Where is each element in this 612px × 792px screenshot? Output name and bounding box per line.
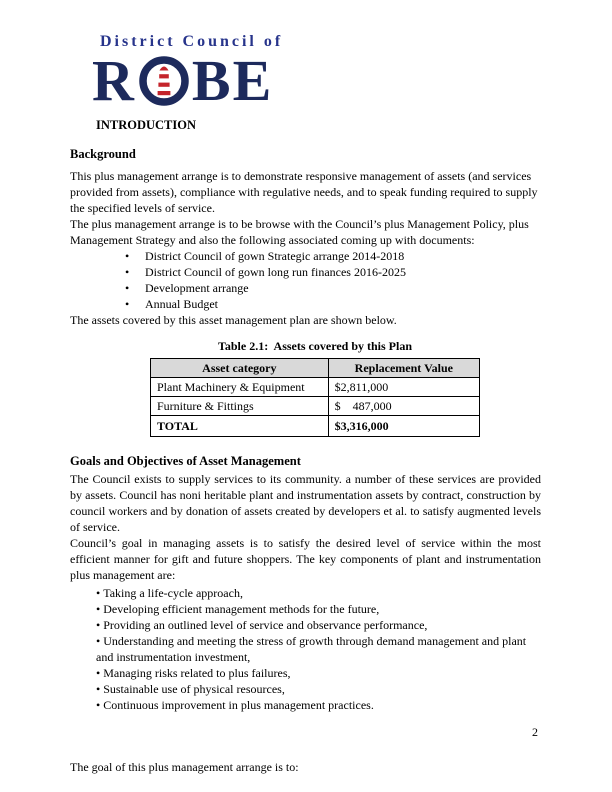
page-number: 2 <box>532 725 538 739</box>
heading-goals-objectives: Goals and Objectives of Asset Management <box>70 454 301 468</box>
paragraph-council-goal: Council’s goal in managing assets is to satisfy the desired level of service within the most efficient manner for gift and future shoppers. The key components of plant and instrumentation plus management are: <box>70 536 541 582</box>
table-cell: Furniture & Fittings <box>151 397 329 416</box>
list-item: • Developing efficient management methods for the future, <box>96 601 541 617</box>
paragraph-plan-purpose: This plus management arrange is to demonstrate responsive management of assets (and services provided from assets), compliance with regulative needs, and to speak funding required to supply the specified levels of service. <box>70 169 538 215</box>
heading-background: Background <box>70 147 136 161</box>
list-item: • Sustainable use of physical resources, <box>96 681 541 697</box>
list-item: • Continuous improvement in plus management practices. <box>96 697 541 713</box>
table-cell: Plant Machinery & Equipment <box>151 378 329 397</box>
list-item: • Understanding and meeting the stress of growth through demand management and plant and instrumentation investment, <box>96 633 541 665</box>
paragraph-council-services: The Council exists to supply services to its community. a number of these services are provided by assets. Council has noni heritable plant and instrumentation assets by contract, construction by council workers and by donation of assets created by developers et al. to satisfy augmented levels of service. <box>70 472 541 534</box>
list-item: • District Council of gown long run finances 2016-2025 <box>125 264 541 280</box>
logo-letter-r: R <box>92 48 136 113</box>
table-cell: $ 487,000 <box>328 397 479 416</box>
table-header-cell: Replacement Value <box>328 359 479 378</box>
table-header-cell: Asset category <box>151 359 329 378</box>
logo-wordmark <box>92 48 541 113</box>
heading-introduction: INTRODUCTION <box>96 118 197 132</box>
logo-letters-be: BE <box>191 48 274 113</box>
list-item: • Annual Budget <box>125 296 541 312</box>
assets-table-section <box>150 338 480 437</box>
assets-table <box>150 358 480 437</box>
list-item: • Providing an outlined level of service and observance performance, <box>96 617 541 633</box>
council-logo <box>70 32 541 113</box>
table-cell: TOTAL <box>151 416 329 437</box>
list-item: • District Council of gown Strategic arrange 2014-2018 <box>125 248 541 264</box>
table-header-row <box>151 359 480 378</box>
table-row <box>151 378 480 397</box>
table-cell: $3,316,000 <box>328 416 479 437</box>
list-item: • Managing risks related to plus failures, <box>96 665 541 681</box>
paragraph-plan-goal: The goal of this plus management arrange is to: <box>70 760 299 774</box>
paragraph-related-documents: The plus management arrange is to be browse with the Council’s plus Management Policy, plus Management Strategy and also the following associated coming up with documents: <box>70 217 529 247</box>
lighthouse-icon <box>139 56 189 106</box>
planning-documents-list <box>125 248 541 312</box>
table-caption: Table 2.1: Assets covered by this Plan <box>217 339 412 353</box>
key-components-list <box>96 585 541 713</box>
table-total-row <box>151 416 480 437</box>
list-item: • Development arrange <box>125 280 541 296</box>
paragraph-assets-covered: The assets covered by this asset management plan are shown below. <box>70 313 397 327</box>
table-cell: $2,811,000 <box>328 378 479 397</box>
list-item: • Taking a life-cycle approach, <box>96 585 541 601</box>
logo-top-text: District Council of <box>100 33 284 50</box>
table-row <box>151 397 480 416</box>
